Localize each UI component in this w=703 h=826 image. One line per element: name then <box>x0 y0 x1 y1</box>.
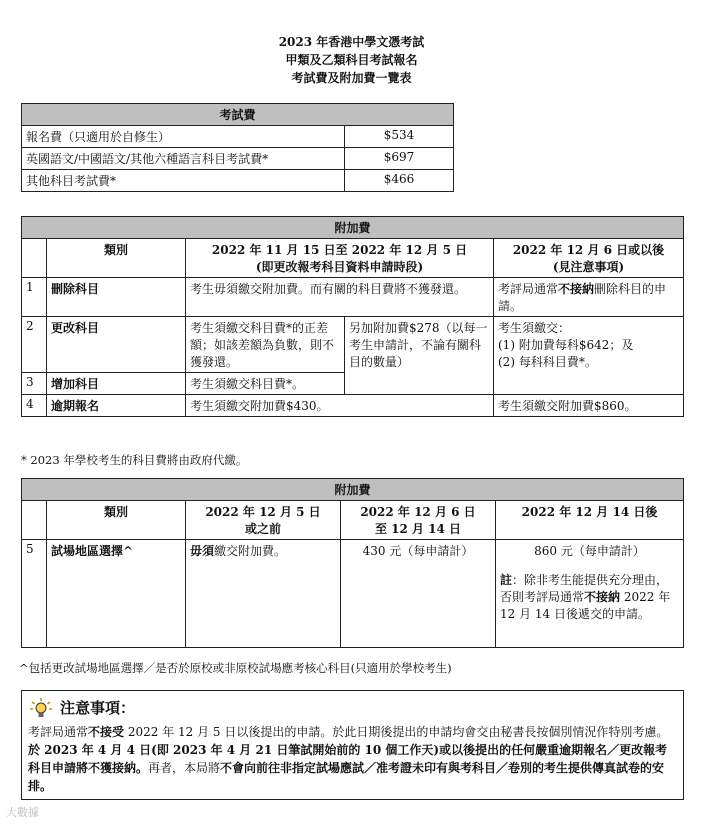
row-col-c <box>496 540 684 648</box>
table-row <box>22 317 684 373</box>
row-category: 刪除科目 <box>47 278 186 317</box>
row-number: 4 <box>22 395 47 417</box>
text-part: 2022 年 12 月 5 日以後提出的申請。於此日期後提出的申請均會交由秘書長按個別情況作特別考慮。 <box>124 725 669 739</box>
surcharge1-header: 附加費 <box>22 217 684 239</box>
fee-amount: $466 <box>345 170 454 192</box>
text-part: 刪除科目的申請。 <box>498 282 667 313</box>
fee-label: 英國語文/中國語文/其他六種語言科目考試費* <box>22 148 345 170</box>
col-period2-title: 2022 年 12 月 6 日或以後 <box>512 243 665 257</box>
col-b <box>341 501 496 540</box>
text-line: (1) 附加費每科$642；及 <box>498 338 634 352</box>
text-line: 考生須繳交： <box>498 321 571 335</box>
row-col-b: 430 元（每申請計） <box>341 540 496 648</box>
text-part: 考評局通常 <box>28 725 89 739</box>
exam-fee-table <box>21 103 454 192</box>
page-title-line3: 考試費及附加費一覽表 <box>291 71 412 85</box>
text-part: ：除非考生能提供充分理由，否則考評局通常 <box>500 573 669 604</box>
col-category: 類別 <box>47 239 186 278</box>
col-period1-title: 2022 年 11 月 15 日至 2022 年 12 月 5 日 <box>211 243 468 257</box>
text-part: 考評局通常 <box>498 282 559 296</box>
fee-label: 其他科目考試費* <box>22 170 345 192</box>
table-row <box>22 540 684 648</box>
col-a <box>186 501 341 540</box>
watermark: 大數據 <box>6 806 39 819</box>
text-bold: 不接納 <box>558 282 595 296</box>
footnote-star: * 2023 年學校考生的科目費將由政府代繳。 <box>21 453 248 467</box>
text-part: 繳交附加費。 <box>214 544 287 558</box>
row-category: 逾期報名 <box>47 395 186 417</box>
row-number: 5 <box>22 540 47 648</box>
page-title-line2: 甲類及乙類科目考試報名 <box>285 53 418 67</box>
c-note <box>500 571 679 622</box>
note-label: 註 <box>500 573 513 587</box>
table-row <box>22 126 454 148</box>
row-period2: 考生須繳交附加費$860。 <box>494 395 684 417</box>
fee-amount: $534 <box>345 126 454 148</box>
col-period2-sub: (見注意事項) <box>552 260 625 274</box>
row-period2 <box>494 278 684 317</box>
row-period1: 考生須繳交附加費$430。 <box>186 395 494 417</box>
fee-amount: $697 <box>345 148 454 170</box>
text-bold: 不會向前往非指定試場應試／准考證未印有與考科目／卷別的考生提供傳真試卷的安排。 <box>28 761 665 793</box>
text-bold: 不接納 <box>584 590 621 604</box>
surcharge-table-2 <box>21 478 684 648</box>
lightbulb-icon <box>30 698 52 720</box>
col-b-sub: 至 12 月 14 日 <box>374 522 462 536</box>
row-period1: 考生毋須繳交附加費。而有關的科目費將不獲發還。 <box>186 278 494 317</box>
col-a-sub: 或之前 <box>244 522 281 536</box>
surcharge-table-1 <box>21 216 684 417</box>
surcharge2-header: 附加費 <box>22 479 684 501</box>
notice-box <box>21 690 684 800</box>
row-category: 更改科目 <box>47 317 186 373</box>
row-number: 2 <box>22 317 47 373</box>
text-bold: 於 2023 年 4 月 4 日(即 2023 年 4 月 21 日筆試開始前的 10 個工作天)或以後提出的任何嚴重逾期報名／更改報考科目申請將不獲接納。 <box>28 743 668 775</box>
row-period2 <box>494 317 684 395</box>
col-period2 <box>494 239 684 278</box>
text-part: 再者，本局將 <box>148 761 221 775</box>
row-number: 3 <box>22 373 47 395</box>
table-row <box>22 148 454 170</box>
row-col-a <box>186 540 341 648</box>
table-header-row <box>22 239 684 278</box>
text-part: 2022 年 12 月 14 日後遞交的申請。 <box>500 590 671 621</box>
table-row <box>22 278 684 317</box>
page-title-line1: 2023 年香港中學文憑考試 <box>278 35 425 49</box>
table-row <box>22 395 684 417</box>
col-c: 2022 年 12 月 14 日後 <box>496 501 684 540</box>
row-number: 1 <box>22 278 47 317</box>
col-category: 類別 <box>47 501 186 540</box>
row-period1a: 考生須繳交科目費*。 <box>186 373 345 395</box>
exam-fee-header: 考試費 <box>22 104 454 126</box>
col-period1 <box>186 239 494 278</box>
col-a-title: 2022 年 12 月 5 日 <box>205 505 321 519</box>
table-row <box>22 170 454 192</box>
table-header-row <box>22 501 684 540</box>
text-bold: 毋須 <box>190 544 215 558</box>
notice-title: 注意事項： <box>60 699 136 717</box>
text-line: 860 元（每申請計） <box>534 544 645 558</box>
row-category: 試場地區選擇^ <box>47 540 186 648</box>
col-b-title: 2022 年 12 月 6 日 <box>360 505 476 519</box>
text-bold: 不接受 <box>88 725 125 739</box>
row-category: 增加科目 <box>47 373 186 395</box>
fee-label: 報名費（只適用於自修生） <box>22 126 345 148</box>
notice-body <box>28 723 676 795</box>
footnote-caret: ^包括更改試場地區選擇／是否於原校或非原校試場應考核心科目(只適用於學校考生) <box>19 661 452 675</box>
row-period1a: 考生須繳交科目費*的正差額；如該差額為負數，則不獲發還。 <box>186 317 345 373</box>
row-period1b: 另加附加費$278（以每一考生申請計，不論有關科目的數量） <box>345 317 494 395</box>
col-period1-sub: (即更改報考科目資料申請時段) <box>255 260 424 274</box>
text-line: (2) 每科科目費*。 <box>498 355 597 369</box>
